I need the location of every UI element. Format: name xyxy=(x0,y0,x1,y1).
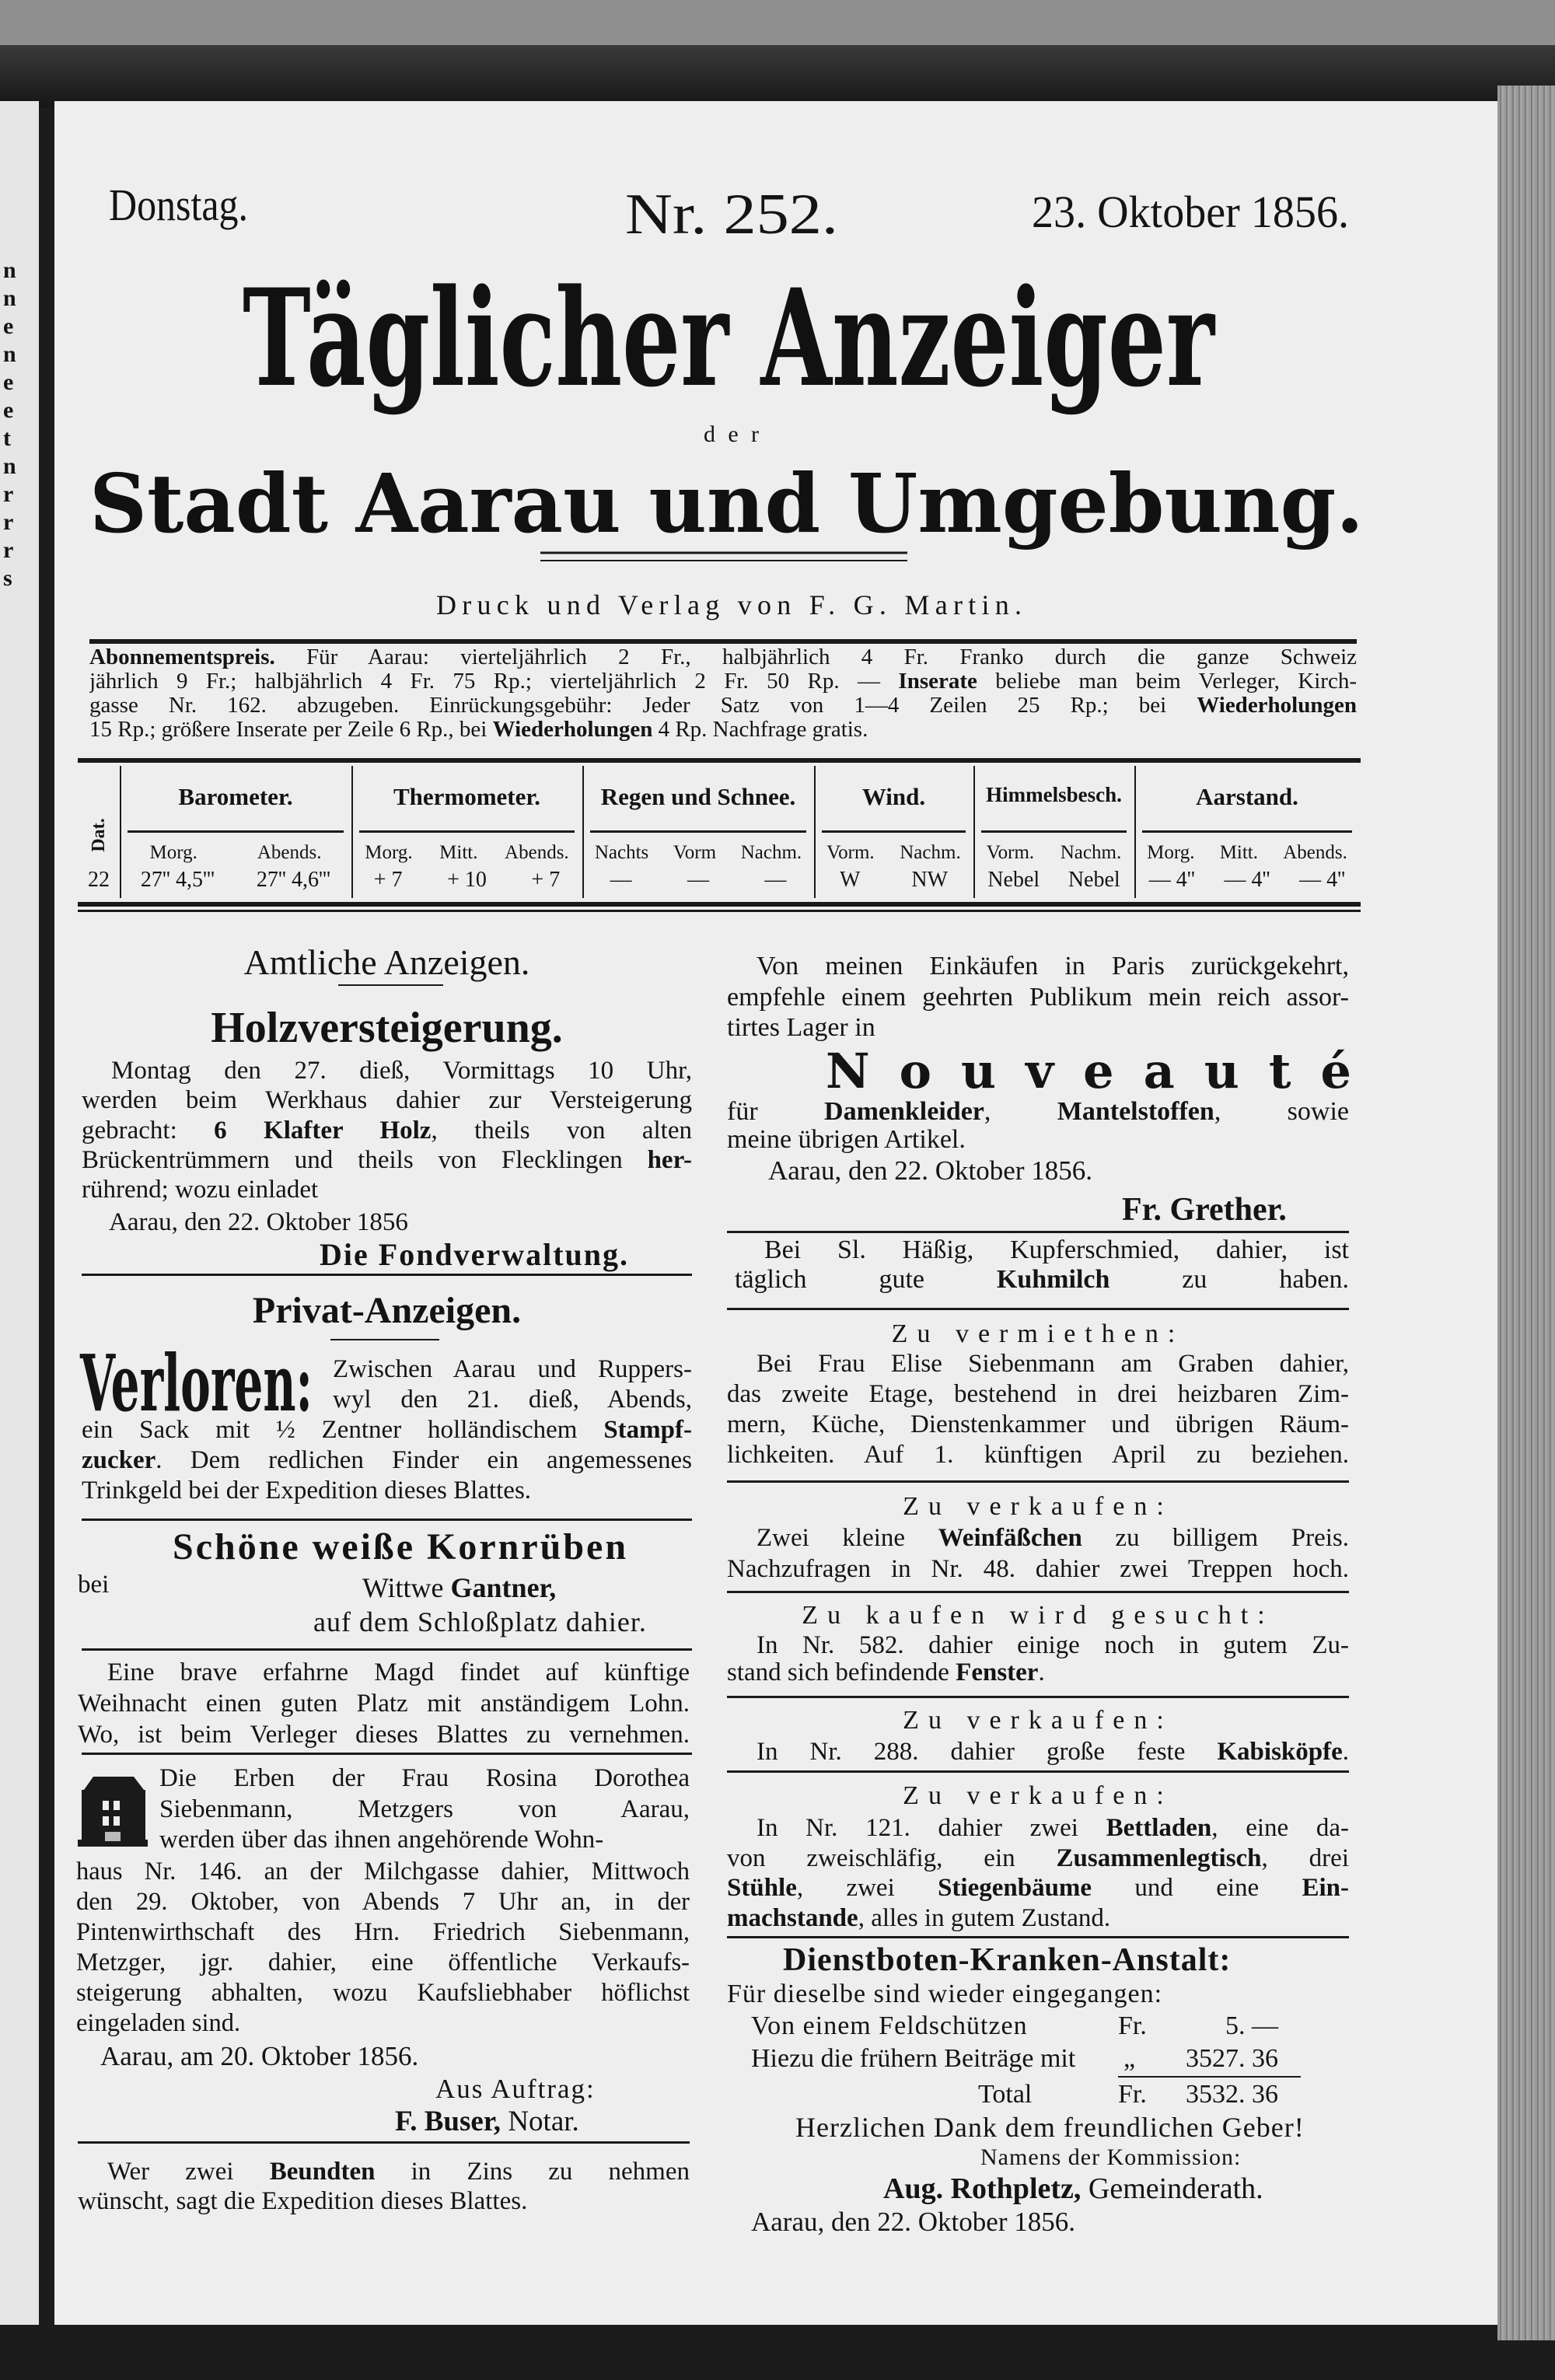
text-run: Für Aarau: vierteljährlich 2 Fr., halbjährlich 4 Fr. Franko durch die ganze Schweiz xyxy=(274,645,1357,669)
text-run: gasse Nr. 162. abzugeben. Einrückungsgebühr: Jeder Satz von 1—4 Zeilen 25 Rp.; bei xyxy=(89,694,1197,718)
text-run: werden beim Werkhaus dahier zur Versteigerung xyxy=(82,1086,692,1115)
text-line xyxy=(82,1085,692,1115)
cell-value: — xyxy=(610,868,632,892)
notary-name: F. Buser, xyxy=(395,2106,501,2137)
sub-header: Vorm. xyxy=(826,842,875,863)
divider xyxy=(82,1648,692,1651)
text-run: Trinkgeld bei der Expedition dieses Blattes. xyxy=(82,1477,532,1505)
text-line xyxy=(727,1813,1349,1844)
divider xyxy=(82,1274,692,1276)
turnips-location: auf dem Schloßplatz dahier. xyxy=(313,1606,647,1637)
sub-header: Morg. xyxy=(149,842,197,863)
milk-ad xyxy=(735,1235,1349,1295)
text-run: mern, Küche, Dienstenkammer und übrigen Räum- xyxy=(727,1410,1349,1438)
text-run: wyl den 21. dieß, Abends, xyxy=(333,1386,692,1414)
donation-amount: 3527. 36 xyxy=(1186,2044,1278,2073)
weekday: Donstag. xyxy=(109,180,248,230)
text-run: 15 Rp.; größere Inserate per Zeile 6 Rp., bei xyxy=(89,718,493,742)
sub-header: Vorm. xyxy=(986,842,1035,863)
text-run: , eine da- xyxy=(1211,1814,1349,1842)
bold-term: Stampf- xyxy=(603,1416,692,1444)
sub-header: Nachm. xyxy=(1060,842,1122,863)
text-run: Von meinen Einkäufen in Paris zurückgekehrt, xyxy=(757,952,1349,980)
text-line xyxy=(82,1354,692,1385)
section-heading-private: Privat-Anzeigen. xyxy=(252,1290,522,1331)
bold-term: Weinfäßchen xyxy=(938,1524,1082,1552)
text-run: für xyxy=(727,1098,825,1126)
text-line xyxy=(82,1385,692,1415)
text-run: Brückentrümmern und theils von Flecklingen xyxy=(82,1145,648,1174)
fragment-letter: s xyxy=(3,565,12,591)
text-run: gebracht: xyxy=(82,1116,215,1145)
seller-prefix: Wittwe xyxy=(362,1572,451,1603)
text-run: stand sich befindende xyxy=(727,1659,956,1686)
text-line xyxy=(727,982,1349,1013)
divider xyxy=(1142,830,1352,833)
auction-signature: Die Fondverwaltung. xyxy=(320,1237,629,1272)
bold-term: Kabisköpfe xyxy=(1217,1738,1343,1766)
text-line xyxy=(727,1844,1349,1874)
text-line xyxy=(76,2008,690,2039)
text-line xyxy=(727,1522,1349,1553)
text-line xyxy=(89,645,1357,669)
text-line xyxy=(89,718,1357,742)
paris-ad-signature: Fr. Grether. xyxy=(1122,1192,1287,1228)
sick-fund-date: Aarau, den 22. Oktober 1856. xyxy=(751,2207,1075,2237)
wanted-windows xyxy=(727,1632,1349,1686)
divider xyxy=(727,1231,1349,1233)
lost-text xyxy=(80,1337,692,1506)
divider xyxy=(78,2141,690,2144)
donation-label: Hiezu die frühern Beiträge mit xyxy=(751,2044,1076,2073)
text-run: täglich gute xyxy=(735,1265,997,1294)
column-header: Aarstand. xyxy=(1196,783,1298,810)
text-run: In Nr. 288. dahier große feste xyxy=(757,1738,1218,1766)
sum-rule xyxy=(1118,2076,1301,2078)
text-line xyxy=(727,1349,1349,1379)
text-run: In Nr. 121. dahier zwei xyxy=(757,1814,1106,1842)
text-run: , theils von alten xyxy=(431,1116,692,1145)
text-run: eingeladen sind. xyxy=(76,2009,241,2037)
heirs-auction-intro xyxy=(159,1763,690,1856)
heirs-auction-date: Aarau, am 20. Oktober 1856. xyxy=(100,2041,419,2071)
text-run: In Nr. 582. dahier einige noch in gutem Zu- xyxy=(757,1632,1349,1659)
by-order-label: Aus Auftrag: xyxy=(435,2074,596,2104)
text-run: , alles in gutem Zustand. xyxy=(858,1903,1111,1932)
sub-header: Nachm. xyxy=(740,842,802,863)
divider xyxy=(78,902,1361,907)
cell-value: — xyxy=(687,868,709,892)
cell-value: Nebel xyxy=(1068,868,1120,892)
section-heading-official: Amtliche Anzeigen. xyxy=(243,942,530,982)
fragment-letter: n xyxy=(3,257,16,283)
donation-unit: Fr. xyxy=(1118,2011,1147,2040)
issue-date: 23. Oktober 1856. xyxy=(1032,187,1349,237)
divider xyxy=(89,639,1357,644)
divider xyxy=(981,830,1127,833)
bold-term: her- xyxy=(647,1145,692,1174)
donation-unit: Fr. xyxy=(1118,2080,1147,2109)
paris-ad-date: Aarau, den 22. Oktober 1856. xyxy=(768,1155,1092,1186)
date-value: 22 xyxy=(88,868,110,892)
cell-value: — 4'' xyxy=(1224,868,1270,892)
sub-header: Mitt. xyxy=(1219,842,1259,863)
text-line xyxy=(76,1887,690,1917)
cell-value: 27'' 4,6''' xyxy=(256,868,331,892)
divider xyxy=(330,1339,439,1340)
text-run: in Zins zu nehmen xyxy=(375,2158,690,2186)
cell-value: — 4'' xyxy=(1299,868,1346,892)
sub-header: Abends. xyxy=(257,842,322,863)
sub-header: Abends. xyxy=(1283,842,1347,863)
sick-fund-heading: Dienstboten-Kranken-Anstalt: xyxy=(783,1942,1232,1978)
auction-text xyxy=(82,1056,692,1204)
divider xyxy=(359,830,575,833)
masthead xyxy=(0,0,1555,669)
text-line xyxy=(159,1795,690,1826)
text-run: beliebe man beim Verleger, Kirch- xyxy=(977,669,1357,694)
text-line xyxy=(727,1440,1349,1470)
fragment-letter: e xyxy=(3,313,14,339)
house-icon xyxy=(78,1773,148,1847)
text-line xyxy=(76,1978,690,2008)
for-sale-heading: Zu verkaufen: xyxy=(903,1706,1173,1735)
text-line xyxy=(159,1825,690,1856)
cell-value: + 10 xyxy=(447,868,487,892)
newspaper-subtitle: Stadt Aarau und Umgebung. xyxy=(89,456,1364,551)
signer-title: Gemeinderath. xyxy=(1081,2172,1263,2205)
text-line xyxy=(76,1948,690,1978)
text-run: ein Sack mit ½ Zentner holländischem xyxy=(82,1416,604,1444)
heirs-auction-text xyxy=(76,1857,690,2039)
text-line xyxy=(76,1857,690,1887)
column-header: Himmelsbesch. xyxy=(986,783,1122,806)
river-level-column xyxy=(1134,766,1360,898)
text-run: Wer zwei xyxy=(107,2158,270,2186)
sub-header: Morg. xyxy=(365,842,413,863)
donation-label: Von einem Feldschützen xyxy=(751,2011,1028,2040)
bold-term: Kuhmilch xyxy=(996,1265,1110,1294)
text-line xyxy=(735,1265,1349,1295)
cell-value: + 7 xyxy=(531,868,561,892)
text-line xyxy=(82,1415,692,1445)
text-run: Bei Frau Elise Siebenmann am Graben dahier, xyxy=(757,1350,1349,1378)
bold-term: zucker xyxy=(82,1446,156,1474)
text-line xyxy=(78,2186,690,2216)
for-sale-heading: Zu verkaufen: xyxy=(903,1492,1173,1521)
sub-header: Nachm. xyxy=(900,842,961,863)
notary-title: Notar. xyxy=(501,2106,579,2137)
barometer-column xyxy=(120,766,351,898)
text-run: zu haben. xyxy=(1109,1265,1349,1294)
text-run: . Dem redlichen Finder ein angemessenes xyxy=(156,1446,692,1474)
text-line xyxy=(727,1736,1349,1767)
text-run: Metzger, jgr. dahier, eine öffentliche Verkaufs- xyxy=(76,1948,690,1976)
publisher-line: Druck und Verlag von F. G. Martin. xyxy=(436,589,1022,620)
text-run: tirtes Lager in xyxy=(727,1013,875,1042)
text-line xyxy=(89,669,1357,694)
cell-value: W xyxy=(839,868,861,892)
text-run: Pintenwirthschaft des Hrn. Friedrich Siebenmann, xyxy=(76,1918,690,1946)
divider xyxy=(822,830,966,833)
text-line xyxy=(78,1657,690,1688)
text-line xyxy=(78,1719,690,1750)
for-sale-wine-casks xyxy=(727,1522,1349,1585)
bold-term: Beundten xyxy=(269,2158,376,2186)
for-sale-furniture xyxy=(727,1813,1349,1933)
fragment-letter: t xyxy=(3,425,11,451)
divider xyxy=(727,1591,1349,1593)
cell-value: 27'' 4,5''' xyxy=(140,868,215,892)
divider xyxy=(338,984,443,986)
column-header: Wind. xyxy=(861,783,926,810)
text-run: Die Erben der Frau Rosina Dorothea xyxy=(159,1764,690,1792)
text-run: rührend; wozu einladet xyxy=(82,1176,319,1204)
text-line xyxy=(727,1659,1349,1686)
newspaper-title: Täglicher Anzeiger xyxy=(243,259,1216,417)
text-run: Zwischen Aarau und Ruppers- xyxy=(333,1355,692,1383)
subscription-terms xyxy=(89,645,1357,742)
text-run: , xyxy=(984,1098,1057,1126)
text-line xyxy=(82,1476,692,1506)
divider xyxy=(82,1753,692,1755)
text-run: Nachzufragen in Nr. 48. dahier zwei Treppen hoch. xyxy=(727,1555,1349,1583)
text-line xyxy=(82,1175,692,1204)
paris-ad-text xyxy=(727,951,1349,1043)
text-run: Montag den 27. dieß, Vormittags 10 Uhr, xyxy=(111,1057,692,1085)
column-header: Regen und Schnee. xyxy=(600,783,796,810)
fragment-letter: e xyxy=(3,369,14,395)
precipitation-column xyxy=(582,766,814,898)
text-run: von zweischläfig, ein xyxy=(727,1844,1057,1872)
text-line xyxy=(727,1012,1349,1043)
for-rent-heading: Zu vermiethen: xyxy=(891,1319,1185,1348)
fragment-letter: n xyxy=(3,341,16,367)
auction-date: Aarau, den 22. Oktober 1856 xyxy=(109,1208,408,1236)
cell-value: — 4'' xyxy=(1148,868,1195,892)
text-line xyxy=(159,1763,690,1795)
text-run: zu billigem Preis. xyxy=(1082,1524,1349,1552)
fragment-letter: r xyxy=(3,481,14,507)
bold-term: Zusammenlegtisch xyxy=(1056,1844,1262,1872)
text-run: Wo, ist beim Verleger dieses Blattes zu vernehmen. xyxy=(78,1721,690,1749)
column-header: Thermometer. xyxy=(393,783,541,810)
bold-term: Stiegenbäume xyxy=(938,1874,1092,1902)
thermometer-column xyxy=(351,766,582,898)
divider xyxy=(727,1308,1349,1310)
divider xyxy=(128,830,344,833)
text-run: jährlich 9 Fr.; halbjährlich 4 Fr. 75 Rp.; vierteljährlich 2 Fr. 50 Rp. — xyxy=(89,669,899,694)
text-run: haus Nr. 146. an der Milchgasse dahier, Mittwoch xyxy=(76,1858,690,1885)
text-run: Zwei kleine xyxy=(757,1524,938,1552)
cell-value: NW xyxy=(911,868,949,892)
thanks-line: Herzlichen Dank dem freundlichen Geber! xyxy=(795,2112,1305,2143)
for-sale-cabbage xyxy=(727,1736,1349,1767)
turnips-title: Schöne weiße Kornrüben xyxy=(173,1526,629,1567)
commission-line: Namens der Kommission: xyxy=(980,2144,1242,2170)
bold-term: Wiederholungen xyxy=(492,718,653,742)
text-run: werden über das ihnen angehörende Wohn- xyxy=(159,1826,604,1854)
column-header: Barometer. xyxy=(178,783,293,810)
divider xyxy=(727,1696,1349,1698)
seller-name: Gantner, xyxy=(450,1572,557,1603)
for-sale-heading: Zu verkaufen: xyxy=(903,1781,1173,1810)
text-line xyxy=(76,1917,690,1948)
divider xyxy=(727,1936,1349,1938)
text-run: , zwei xyxy=(796,1874,938,1902)
text-run: . xyxy=(1342,1738,1349,1766)
bold-term: Ein- xyxy=(1302,1874,1349,1902)
text-run: meine übrigen Artikel. xyxy=(727,1126,966,1154)
sick-fund-intro: Für dieselbe sind wieder eingegangen: xyxy=(727,1980,1163,2008)
sub-header: Mitt. xyxy=(439,842,478,863)
text-run: lichkeiten. Auf 1. künftigen April zu beziehen. xyxy=(727,1441,1349,1469)
donation-amount: 5. — xyxy=(1225,2011,1278,2040)
bold-term: Abonnementspreis. xyxy=(89,645,275,669)
text-run: Weihnacht einen guten Platz mit anständigem Lohn. xyxy=(78,1690,690,1718)
text-line xyxy=(82,1056,692,1085)
cell-value: Nebel xyxy=(987,868,1040,892)
text-line xyxy=(727,1410,1349,1440)
text-line xyxy=(78,1688,690,1719)
fragment-letter: n xyxy=(3,285,16,311)
divider xyxy=(727,1480,1349,1483)
donation-label: Total xyxy=(978,2080,1033,2109)
bold-term: Bettladen xyxy=(1106,1814,1212,1842)
bold-term: Stühle xyxy=(727,1874,797,1902)
donation-unit: „ xyxy=(1123,2044,1136,2073)
text-line xyxy=(89,694,1357,718)
divider xyxy=(78,758,1361,763)
meadow-ad xyxy=(78,2157,690,2216)
text-line xyxy=(727,1903,1349,1934)
text-line xyxy=(727,1873,1349,1903)
bold-term: Wiederholungen xyxy=(1197,694,1357,718)
divider xyxy=(78,910,1361,912)
text-run: den 29. Oktober, von Abends 7 Uhr an, in der xyxy=(76,1888,690,1916)
sky-column xyxy=(973,766,1134,898)
text-line xyxy=(727,1098,1349,1126)
cell-value: — xyxy=(764,868,787,892)
text-run: empfehle einem geehrten Publikum mein reich assor- xyxy=(727,982,1349,1012)
text-line xyxy=(82,1445,692,1476)
text-run: steigerung abhalten, wozu Kaufsliebhaber höflichst xyxy=(76,1979,690,2007)
fragment-letter: r xyxy=(3,509,14,535)
text-line xyxy=(82,1145,692,1175)
wanted-heading: Zu kaufen wird gesucht: xyxy=(802,1601,1274,1630)
bold-term: machstande xyxy=(727,1903,858,1932)
notary-signature xyxy=(395,2106,579,2137)
text-line xyxy=(78,2157,690,2186)
divider xyxy=(82,1519,692,1521)
turnips-bei: bei xyxy=(78,1571,110,1599)
text-line xyxy=(727,1379,1349,1410)
commission-signature xyxy=(883,2172,1263,2205)
sub-header: Morg. xyxy=(1147,842,1195,863)
bold-term: 6 Klafter Holz xyxy=(214,1116,432,1145)
fragment-letter: e xyxy=(3,397,14,423)
divider xyxy=(590,830,806,833)
text-line xyxy=(735,1235,1349,1265)
bold-term: Fenster xyxy=(956,1659,1039,1686)
title-der: der xyxy=(704,421,759,447)
date-column-label: Dat. xyxy=(89,818,109,852)
auction-title: Holzversteigerung. xyxy=(211,1004,563,1052)
wind-column xyxy=(814,766,973,898)
text-line xyxy=(727,951,1349,982)
text-run: Eine brave erfahrne Magd findet auf künftige xyxy=(107,1658,690,1686)
fragment-letter: n xyxy=(3,453,16,479)
for-rent-text xyxy=(727,1349,1349,1470)
sub-header: Nachts xyxy=(594,842,649,863)
bold-term: Damenkleider xyxy=(824,1098,984,1126)
text-run: , sowie xyxy=(1214,1098,1349,1126)
bold-term: Inserate xyxy=(898,669,977,694)
issue-number: Nr. 252. xyxy=(625,183,838,246)
text-run: , drei xyxy=(1261,1844,1349,1872)
donation-amount: 3532. 36 xyxy=(1186,2080,1278,2109)
text-run: wünscht, sagt die Expedition dieses Blattes. xyxy=(78,2187,528,2215)
text-line xyxy=(727,1632,1349,1659)
lost-headline: Verloren: xyxy=(80,1337,313,1429)
text-line xyxy=(727,1126,1349,1154)
nouveaute-heading: Nouveauté xyxy=(826,1043,1381,1099)
divider xyxy=(727,1770,1349,1773)
text-run: Siebenmann, Metzgers von Aarau, xyxy=(159,1795,690,1823)
turnips-seller xyxy=(362,1572,556,1603)
text-run: und eine xyxy=(1092,1874,1302,1902)
sub-header: Abends. xyxy=(505,842,569,863)
text-run: . xyxy=(1038,1659,1045,1686)
signer-name: Aug. Rothpletz, xyxy=(883,2172,1082,2205)
text-run: Bei Sl. Häßig, Kupferschmied, dahier, ist xyxy=(764,1235,1349,1264)
maid-ad xyxy=(78,1657,690,1750)
cell-value: + 7 xyxy=(373,868,403,892)
text-line xyxy=(82,1116,692,1145)
paris-ad-articles xyxy=(727,1098,1349,1154)
bold-term: Mantelstoffen xyxy=(1057,1098,1214,1126)
text-line xyxy=(727,1553,1349,1585)
text-run: 4 Rp. Nachfrage gratis. xyxy=(652,718,868,742)
fragment-letter: r xyxy=(3,537,14,563)
sub-header: Vorm xyxy=(673,842,717,863)
text-run: das zweite Etage, bestehend in drei heizbaren Zim- xyxy=(727,1380,1349,1408)
